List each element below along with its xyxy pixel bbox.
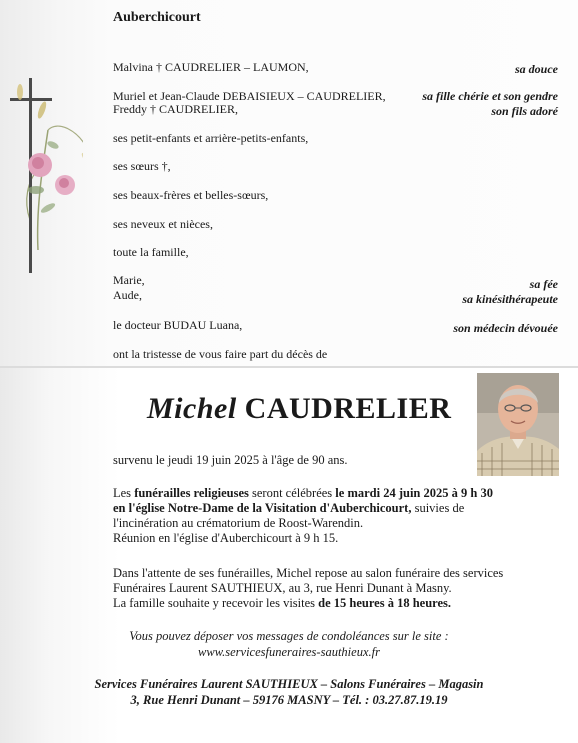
deceased-name bbox=[147, 392, 451, 426]
portrait-photo bbox=[477, 373, 559, 476]
funeral-type: funérailles religieuses bbox=[134, 486, 249, 500]
cross-with-roses-icon bbox=[8, 70, 83, 280]
funeral-line-3: l'incinération au crématorium de Roost-Warendin. bbox=[113, 516, 364, 530]
family-relation: sa fée bbox=[529, 277, 558, 291]
text-span: seront célébrées bbox=[248, 486, 336, 500]
condolences-line: Vous pouvez déposer vos messages de condoléances sur le site : bbox=[129, 629, 449, 643]
text-span: suivies de bbox=[411, 501, 465, 515]
family-member-line: toute la famille, bbox=[113, 245, 189, 259]
funeral-line-4: Réunion en l'église d'Auberchicourt à 9 h 15. bbox=[113, 531, 339, 545]
family-member-line: Malvina † CAUDRELIER – LAUMON, bbox=[113, 60, 309, 74]
town-heading: Auberchicourt bbox=[113, 10, 201, 25]
family-relation: sa fille chérie et son gendre bbox=[422, 89, 558, 103]
text-span: La famille souhaite y recevoir les visites bbox=[113, 596, 319, 610]
family-member-line: ses petit-enfants et arrière-petits-enfants, bbox=[113, 131, 309, 145]
funeral-services-name: Services Funéraires Laurent SAUTHIEUX – Salons Funéraires – Magasin bbox=[94, 677, 484, 691]
deceased-last-name: CAUDRELIER bbox=[244, 392, 452, 425]
family-member-line: Marie, bbox=[113, 273, 145, 287]
visit-line-1: Dans l'attente de ses funérailles, Michel repose au salon funéraire des services bbox=[113, 566, 504, 580]
funeral-line-1 bbox=[113, 486, 493, 501]
family-member-line: ses neveux et nièces, bbox=[113, 217, 213, 231]
intro-line: ont la tristesse de vous faire part du décès de bbox=[113, 347, 328, 361]
deceased-first-name: Michel bbox=[147, 392, 237, 425]
family-member-line: Muriel et Jean-Claude DEBAISIEUX – CAUDRELIER, bbox=[113, 89, 386, 103]
text-span: Les bbox=[113, 486, 135, 500]
page-fold-divider bbox=[0, 366, 578, 368]
death-date-line: survenu le jeudi 19 juin 2025 à l'âge de 90 ans. bbox=[113, 453, 348, 467]
funeral-church: en l'église Notre-Dame de la Visitation d'Auberchicourt, bbox=[113, 501, 412, 515]
family-relation: son fils adoré bbox=[491, 104, 558, 118]
family-member-line: ses beaux-frères et belles-sœurs, bbox=[113, 188, 269, 202]
family-member-line: Freddy † CAUDRELIER, bbox=[113, 102, 238, 116]
funeral-services-address: 3, Rue Henri Dunant – 59176 MASNY – Tél. : 03.27.87.19.19 bbox=[130, 693, 448, 707]
family-section bbox=[0, 0, 578, 367]
family-relation: sa douce bbox=[515, 62, 558, 76]
family-member-line: ses sœurs †, bbox=[113, 159, 171, 173]
family-relation: son médecin dévouée bbox=[453, 321, 558, 335]
family-relation: sa kinésithérapeute bbox=[462, 292, 558, 306]
visit-line-3 bbox=[113, 596, 451, 611]
visit-hours: de 15 heures à 18 heures. bbox=[318, 596, 452, 610]
family-member-line: le docteur BUDAU Luana, bbox=[113, 318, 243, 332]
condolences-website-link[interactable]: www.servicesfuneraires-sauthieux.fr bbox=[198, 645, 380, 659]
funeral-datetime: le mardi 24 juin 2025 à 9 h 30 bbox=[335, 486, 493, 500]
family-member-line: Aude, bbox=[113, 288, 142, 302]
funeral-line-2 bbox=[113, 501, 464, 516]
visit-line-2: Funéraires Laurent SAUTHIEUX, au 3, rue Henri Dunant à Masny. bbox=[113, 581, 452, 595]
